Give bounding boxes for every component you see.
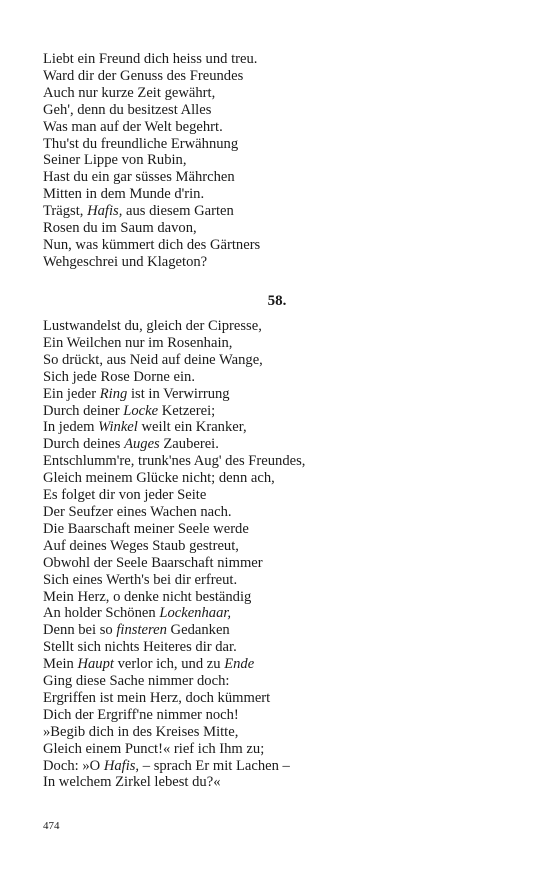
poem-line <box>43 220 513 237</box>
poem-line <box>43 254 513 271</box>
line-text: Denn bei so <box>43 622 117 639</box>
poem-line <box>43 369 513 386</box>
poem-stanza-58 <box>43 318 513 791</box>
line-text: Doch: »O <box>43 757 104 774</box>
poem-line <box>43 186 513 203</box>
poem-line <box>43 152 513 169</box>
line-text: Die Baarschaft meiner Seele werde <box>43 520 249 537</box>
line-text: Hast du ein gar süsses Mährchen <box>43 169 235 186</box>
poem-line <box>43 538 513 555</box>
poem-line <box>43 504 513 521</box>
poem-line <box>43 169 513 186</box>
line-text: Ging diese Sache nimmer doch: <box>43 673 230 690</box>
poem-line <box>43 419 513 436</box>
poem-line <box>43 521 513 538</box>
poem-line <box>43 487 513 504</box>
line-text: Ergriffen ist mein Herz, doch kümmert <box>43 689 271 706</box>
line-text: Mein <box>43 656 78 673</box>
line-text: Sich eines Werth's bei dir erfreut. <box>43 571 238 588</box>
poem-line <box>43 741 513 758</box>
poem-line <box>43 690 513 707</box>
poem-number: 58. <box>267 293 287 309</box>
poem-line <box>43 68 513 85</box>
line-text: Entschlumm're, trunk'nes Aug' des Freundes, <box>43 453 306 470</box>
line-text: Ward dir der Genuss des Freundes <box>43 67 244 84</box>
line-text: In welchem Zirkel lebest du?« <box>43 774 221 791</box>
line-text: Durch deiner <box>43 402 124 419</box>
poem-line <box>43 673 513 690</box>
poem-line <box>43 403 513 420</box>
line-text: Ketzerei; <box>158 402 216 419</box>
line-text: Gedanken <box>166 622 230 639</box>
line-text: Auf deines Weges Staub gestreut, <box>43 537 239 554</box>
emphasized-word: Ring <box>99 385 128 402</box>
line-text: Geh', denn du besitzest Alles <box>43 101 212 118</box>
poem-stanza-continued <box>43 51 513 271</box>
line-text: Gleich meinem Glücke nicht; denn ach, <box>43 470 275 487</box>
emphasized-word: Lockenhaar, <box>159 605 232 622</box>
emphasized-word: Locke <box>123 402 159 419</box>
line-text: Mein Herz, o denke nicht beständig <box>43 588 252 605</box>
poem-line <box>43 724 513 741</box>
line-text: Ein Weilchen nur im Rosenhain, <box>43 334 233 351</box>
line-text: Liebt ein Freund dich heiss und treu. <box>43 51 258 67</box>
poem-line <box>43 589 513 606</box>
line-text: Rosen du im Saum davon, <box>43 220 197 237</box>
poem-line <box>43 386 513 403</box>
line-text: In jedem <box>43 419 99 436</box>
line-text: An holder Schönen <box>43 605 160 622</box>
poem-line <box>43 774 513 791</box>
line-text: Der Seufzer eines Wachen nach. <box>43 503 232 520</box>
line-text: Wehgeschrei und Klageton? <box>43 253 208 270</box>
line-text: verlor ich, und zu <box>113 656 225 673</box>
poem-line <box>43 453 513 470</box>
poem-line <box>43 622 513 639</box>
emphasized-word: finsteren <box>116 622 167 639</box>
emphasized-word: Auges <box>124 436 160 453</box>
poem-line <box>43 572 513 589</box>
line-text: – sprach Er mit Lachen – <box>139 757 290 774</box>
emphasized-word: Winkel <box>98 419 138 436</box>
poem-line <box>43 436 513 453</box>
poem-line <box>43 136 513 153</box>
poem-line <box>43 85 513 102</box>
poem-number-heading <box>0 292 550 310</box>
line-text: Es folget dir von jeder Seite <box>43 487 207 504</box>
line-text: Dich der Ergriff'ne nimmer noch! <box>43 706 239 723</box>
line-text: weilt ein Kranker, <box>137 419 247 436</box>
poem-line <box>43 119 513 136</box>
poem-line <box>43 470 513 487</box>
line-text: Obwohl der Seele Baarschaft nimmer <box>43 554 263 571</box>
emphasized-word: Hafis, <box>87 203 123 220</box>
poem-line <box>43 758 513 775</box>
line-text: Gleich einem Punct!« rief ich Ihm zu; <box>43 740 265 757</box>
emphasized-word: Haupt <box>77 656 114 673</box>
poem-line <box>43 203 513 220</box>
line-text: Sich jede Rose Dorne ein. <box>43 368 195 385</box>
line-text: Lustwandelst du, gleich der Cipresse, <box>43 318 262 334</box>
line-text: Durch deines <box>43 436 125 453</box>
poem-line <box>43 707 513 724</box>
line-text: Seiner Lippe von Rubin, <box>43 152 187 169</box>
poem-line <box>43 102 513 119</box>
line-text: »Begib dich in des Kreises Mitte, <box>43 723 239 740</box>
poem-line <box>43 656 513 673</box>
line-text: Trägst, <box>43 203 88 220</box>
line-text: So drückt, aus Neid auf deine Wange, <box>43 351 263 368</box>
poem-line <box>43 237 513 254</box>
poem-line <box>43 352 513 369</box>
line-text: Mitten in dem Munde d'rin. <box>43 186 205 203</box>
line-text: Zauberei. <box>159 436 219 453</box>
poem-line <box>43 335 513 352</box>
poem-line <box>43 639 513 656</box>
line-text: Auch nur kurze Zeit gewährt, <box>43 84 216 101</box>
line-text: Nun, was kümmert dich des Gärtners <box>43 236 261 253</box>
line-text: Thu'st du freundliche Erwähnung <box>43 135 239 152</box>
poem-line <box>43 318 513 335</box>
poem-line <box>43 51 513 68</box>
line-text: Ein jeder <box>43 385 100 402</box>
poem-line <box>43 555 513 572</box>
line-text: Stellt sich nichts Heiteres dir dar. <box>43 639 237 656</box>
page-number: 474 <box>43 820 60 832</box>
line-text: ist in Verwirrung <box>127 385 230 402</box>
line-text: Was man auf der Welt begehrt. <box>43 118 223 135</box>
poem-line <box>43 605 513 622</box>
emphasized-word: Ende <box>224 656 255 673</box>
emphasized-word: Hafis, <box>103 757 140 774</box>
line-text: aus diesem Garten <box>122 203 234 220</box>
